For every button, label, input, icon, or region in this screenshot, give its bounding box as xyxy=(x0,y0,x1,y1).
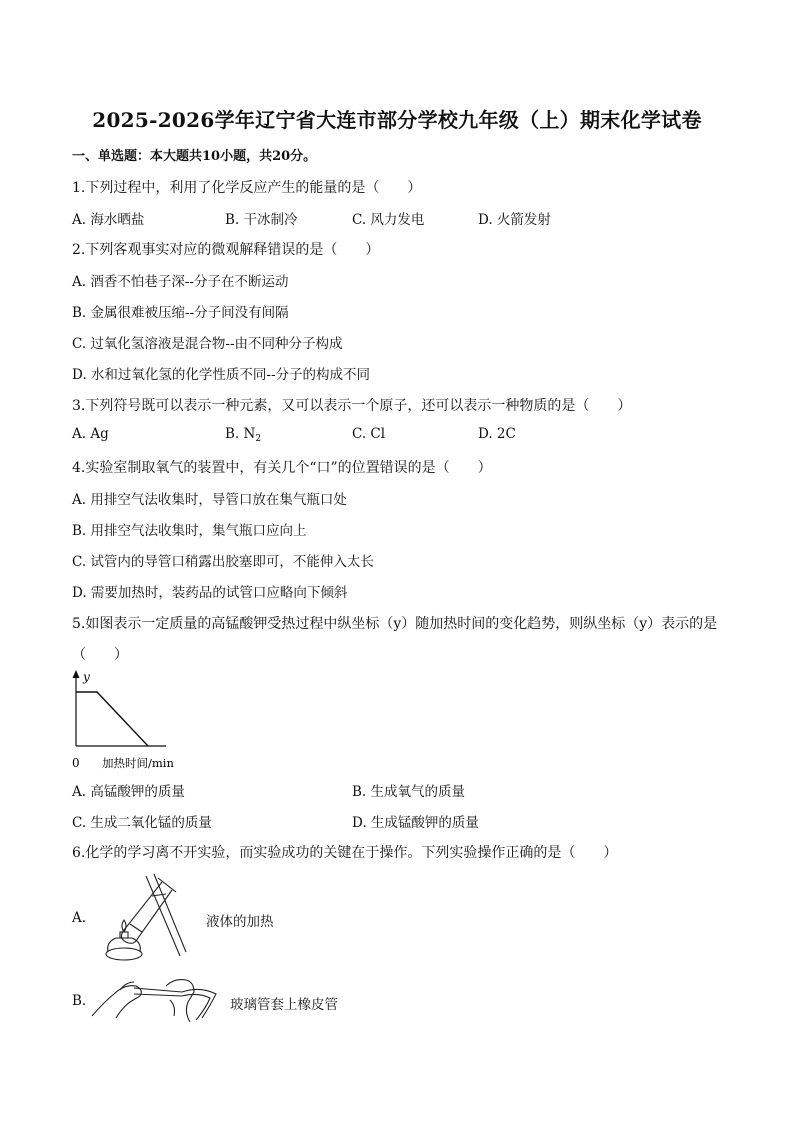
q3-option-d: D. 2C xyxy=(478,426,516,442)
question-6-stem: 6.化学的学习离不开实验，而实验成功的关键在于操作。下列实验操作正确的是（ ） xyxy=(72,845,618,861)
q6-option-b-label: 玻璃管套上橡皮管 xyxy=(230,997,338,1013)
q4-option-b: B. 用排空气法收集时，集气瓶口应向上 xyxy=(72,523,307,539)
question-1-stem: 1.下列过程中，利用了化学反应产生的能量的是（ ） xyxy=(72,180,422,196)
question-4-stem: 4.实验室制取氧气的装置中，有关几个“口”的位置错误的是（ ） xyxy=(72,460,492,476)
question-5-stem: 5.如图表示一定质量的高锰酸钾受热过程中纵坐标（y）随加热时间的变化趋势，则纵坐标（y）表示的是 xyxy=(72,616,718,632)
question-3-stem: 3.下列符号既可以表示一种元素，又可以表示一个原子，还可以表示一种物质的是（ ） xyxy=(72,398,632,414)
q4-option-d: D. 需要加热时，装药品的试管口应略向下倾斜 xyxy=(72,585,348,601)
q6-option-a-label: 液体的加热 xyxy=(206,914,274,930)
q2-option-c: C. 过氧化氢溶液是混合物--由不同种分子构成 xyxy=(72,336,343,352)
q6-option-a: A. xyxy=(72,910,87,926)
q2-option-b: B. 金属很难被压缩--分子间没有间隔 xyxy=(72,305,289,321)
q3-option-b xyxy=(225,426,261,444)
question-5-stem-cont: （ ） xyxy=(72,647,128,663)
graph-origin-label: 0 xyxy=(72,756,80,770)
exam-title: 2025-2026学年辽宁省大连市部分学校九年级（上）期末化学试卷 xyxy=(92,108,702,132)
graph-x-label: 加热时间/min xyxy=(102,756,174,770)
q4-option-c: C. 试管内的导管口稍露出胶塞即可，不能伸入太长 xyxy=(72,554,374,570)
q3-option-c: C. Cl xyxy=(352,426,386,442)
q2-option-d: D. 水和过氧化氢的化学性质不同--分子的构成不同 xyxy=(72,367,371,383)
q1-option-c: C. 风力发电 xyxy=(352,212,425,228)
q2-option-a: A. 酒香不怕巷子深--分子在不断运动 xyxy=(72,274,289,290)
q1-option-a: A. 海水晒盐 xyxy=(72,212,145,228)
subscript: 2 xyxy=(255,434,262,444)
q1-option-d: D. 火箭发射 xyxy=(478,212,551,228)
liquid-heating-illustration xyxy=(96,872,196,964)
question-2-stem: 2.下列客观事实对应的微观解释错误的是（ ） xyxy=(72,242,380,258)
q5-option-a: A. 高锰酸钾的质量 xyxy=(72,784,185,800)
q3-option-a: A. Ag xyxy=(72,426,109,442)
q4-option-a: A. 用排空气法收集时，导管口放在集气瓶口处 xyxy=(72,492,347,508)
mass-time-graph xyxy=(66,668,216,776)
glass-tube-rubber-illustration xyxy=(90,972,225,1028)
q6-option-b: B. xyxy=(72,993,87,1009)
graph-y-label: y xyxy=(83,670,90,684)
q5-option-b: B. 生成氧气的质量 xyxy=(352,784,466,800)
q5-option-d: D. 生成锰酸钾的质量 xyxy=(352,815,479,831)
section-heading: 一、单选题：本大题共10小题，共20分。 xyxy=(72,149,317,164)
q3-option-b-text: B. N xyxy=(225,426,256,442)
q1-option-b: B. 干冰制冷 xyxy=(225,212,298,228)
q5-option-c: C. 生成二氧化锰的质量 xyxy=(72,815,212,831)
